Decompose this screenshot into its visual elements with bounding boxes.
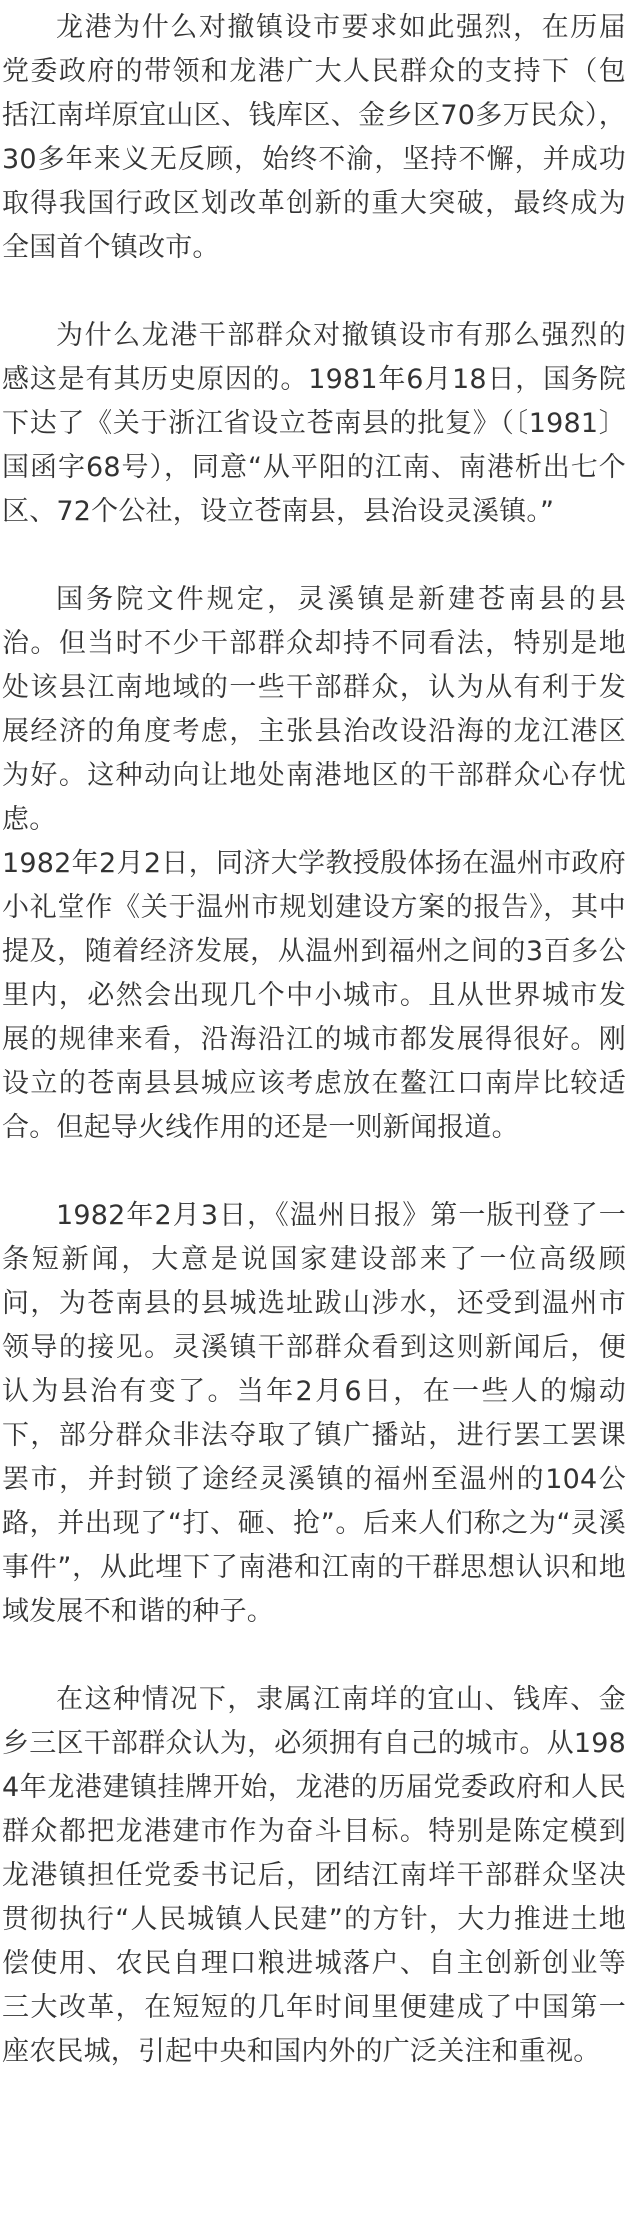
article-paragraph-5: 1982年2月3日，《温州日报》第一版刊登了一条短新闻，大意是说国家建设部来了一位高级顾问，为苍南县的县城选址跋山涉水，还受到温州市领导的接见。灵溪镇干部群众看到这则新闻后，便认为县治有变了。当年2月6日，在一些人的煽动下，部分群众非法夺取了镇广播站，进行罢工罢课罢市，并封锁了途经灵溪镇的福州至温州的104公路，并出现了“打、砸、抢”。后来人们称之为“灵溪事件”，从此埋下了南港和江南的干群思想认识和地域发展不和谐的种子。 (2, 1200, 626, 1627)
article-paragraph-6: 在这种情况下，隶属江南垟的宜山、钱库、金乡三区干部群众认为，必须拥有自己的城市。从1984年龙港建镇挂牌开始，龙港的历届党委政府和人民群众都把龙港建市作为奋斗目标。特别是陈定模到龙港镇担任党委书记后，团结江南垟干部群众坚决贯彻执行“人民城镇人民建”的方针，大力推进土地偿使用、农民自理口粮进城落户、自主创新创业等三大改革，在短短的几年时间里便建成了中国第一座农民城，引起中央和国内外的广泛关注和重视。 (2, 1684, 626, 2067)
article-paragraph-1: 龙港为什么对撤镇设市要求如此强烈，在历届党委政府的带领和龙港广大人民群众的支持下（包括江南垟原宜山区、钱库区、金乡区70多万民众），30多年来义无反顾，始终不渝，坚持不懈，并成功取得我国行政区划改革创新的重大突破，最终成为全国首个镇改市。 (2, 12, 626, 263)
article-paragraph-4: 1982年2月2日，同济大学教授殷体扬在温州市政府小礼堂作《关于温州市规划建设方案的报告》，其中提及，随着经济发展，从温州到福州之间的3百多公里内，必然会出现几个中小城市。且从世界城市发展的规律来看，沿海沿江的城市都发展得很好。刚设立的苍南县县城应该考虑放在鳌江口南岸比较适合。但起导火线作用的还是一则新闻报道。 (2, 848, 626, 1143)
article-paragraph-3: 国务院文件规定，灵溪镇是新建苍南县的县治。但当时不少干部群众却持不同看法，特别是地处该县江南地域的一些干部群众，认为从有利于发展经济的角度考虑，主张县治改设沿海的龙江港区为好。这种动向让地处南港地区的干部群众心存忧虑。 (2, 584, 626, 835)
article-paragraph-2: 为什么龙港干部群众对撤镇设市有那么强烈的感这是有其历史原因的。1981年6月18日，国务院下达了《关于浙江省设立苍南县的批复》（〔1981〕国函字68号），同意“从平阳的江南、南港析出七个区、72个公社，设立苍南县，县治设灵溪镇。” (2, 320, 626, 527)
